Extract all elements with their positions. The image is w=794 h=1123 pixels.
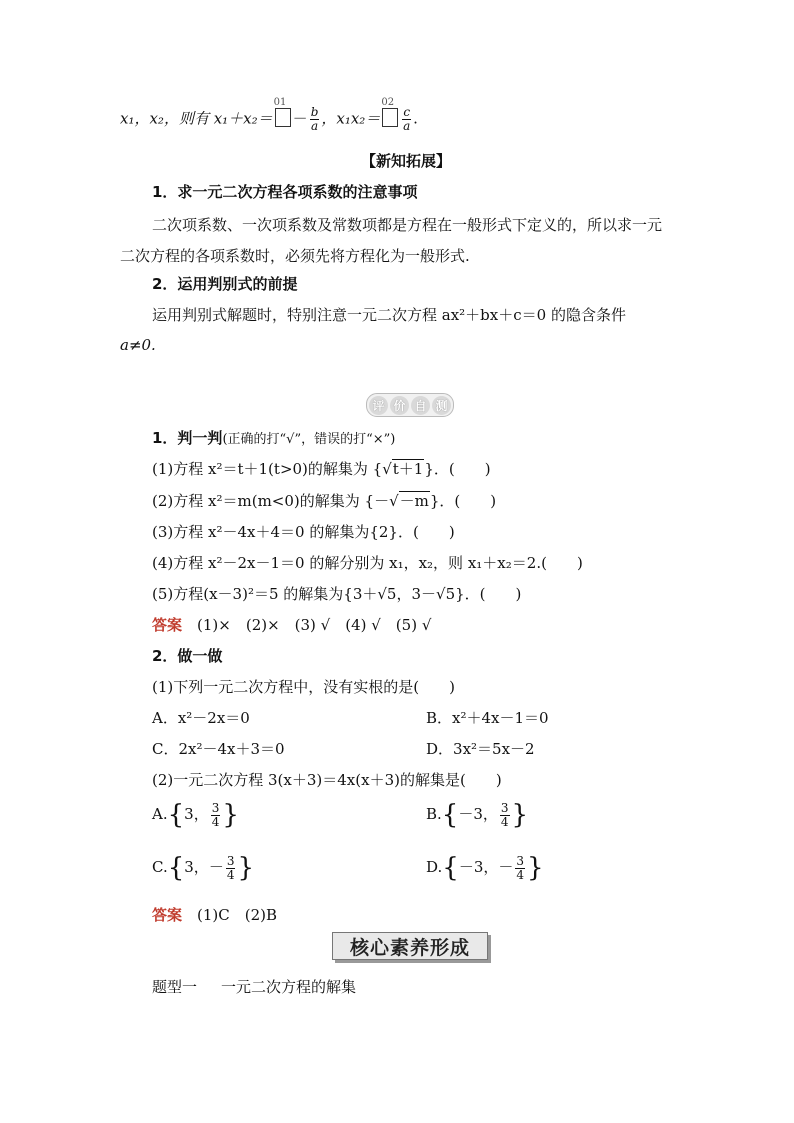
option-label: A. [152,805,168,823]
fraction-denominator: a [403,119,411,133]
fraction-numerator: b [310,105,319,119]
right-brace: } [511,800,529,830]
type-label: 题型一 [152,978,198,996]
answer-text: (1)× (2)× (3) √ (4) √ (5) √ [197,616,432,634]
left-brace: { [441,800,459,830]
answer-text: (1)C (2)B [197,906,278,924]
option-fraction [226,855,236,882]
right-brace: } [527,853,544,883]
do-heading: 2．做一做 [152,647,223,665]
item1-body: 二次项系数、一次项系数及常数项都是方程在一般形式下定义的，所以求一元二次方程的各项系数时，必须先将方程化为一般形式. [120,216,663,265]
top-formula-prefix: x₁，x₂，则有 x₁＋x₂＝ [120,109,273,128]
option-fraction [211,802,221,829]
type-title: 一元二次方程的解集 [221,978,357,996]
fraction-numerator: 3 [226,853,235,868]
option-fraction [515,855,525,882]
item2-body-line1: 运用判别式解题时，特别注意一元二次方程 ax²＋bx＋c＝0 的隐含条件 [152,306,626,324]
option-label: D. [426,858,443,876]
badge-char: 评 [369,396,388,415]
option-first-value: 3， [184,805,209,823]
right-brace: } [237,853,255,883]
sqrt-content: t＋1 [392,460,424,478]
core-literacy-banner: 核心素养形成 [332,932,488,960]
item2-body-line2: a≠0. [120,336,156,354]
section-new-knowledge-heading: 【新知拓展】 [361,152,452,170]
minus-sign: － [292,109,308,128]
top-formula-mid: ，x₁x₂＝ [321,109,381,128]
item2-title: 2．运用判别式的前提 [152,275,298,293]
fraction-numerator: 3 [516,853,525,868]
judge-item-1: (1)方程 x²＝t＋1(t>0)的解集为 {√t＋1}．( ) [152,460,491,478]
badge-char: 测 [432,396,451,415]
option-first-value: －3， [458,805,498,823]
fraction-b-over-a [310,106,320,133]
judge-item-text: (2)方程 x²＝m(m<0)的解集为 {－ [152,492,390,510]
judge-item-2: (2)方程 x²＝m(m<0)的解集为 {－√－m}．( ) [152,492,497,510]
answer-line-2 [152,904,277,925]
fraction-c-over-a [402,106,411,133]
answer-label: 答案 [152,906,183,924]
blank-box-02 [381,96,398,127]
fraction-numerator: 3 [211,800,220,815]
fraction-denominator: 4 [500,814,509,829]
left-brace: { [167,800,185,830]
right-brace: } [222,800,239,830]
answer-line-1 [152,614,431,635]
item1-title: 1．求一元二次方程各项系数的注意事项 [152,183,418,201]
judge-item-4: (4)方程 x²－2x－1＝0 的解分别为 x₁，x₂，则 x₁＋x₂＝2.( ) [152,554,583,572]
self-assessment-badge [366,393,454,417]
fraction-denominator: a [310,119,319,133]
option-label: C. [152,858,168,876]
fraction-numerator: 3 [500,800,509,815]
top-formula-end: . [413,109,418,128]
q1-option-a: A．x²－2x＝0 [152,709,250,727]
q2-option-d [426,853,544,883]
type-heading [152,976,356,997]
fraction-denominator: 4 [211,814,220,829]
option-first-value: －3， [458,858,499,876]
judge-item-5: (5)方程(x－3)²＝5 的解集为{3＋√5，3－√5}．( ) [152,585,522,603]
option-sign: － [498,858,514,876]
judge-item-text: (1)方程 x²＝t＋1(t>0)的解集为 { [152,460,383,478]
q2-option-b [426,800,528,830]
question-2: (2)一元二次方程 3(x＋3)＝4x(x＋3)的解集是( ) [152,771,502,789]
badge-char: 价 [390,396,409,415]
q1-option-d: D．3x²＝5x－2 [426,740,535,758]
option-first-value: 3， [184,858,209,876]
q1-option-b: B．x²＋4x－1＝0 [426,709,549,727]
top-formula-line [120,96,418,133]
q2-option-c [152,853,254,883]
judge-item-3: (3)方程 x²－4x＋4＝0 的解集为{2}．( ) [152,523,455,541]
question-1: (1)下列一元二次方程中，没有实根的是( ) [152,678,455,696]
option-sign: － [208,858,224,876]
fraction-denominator: 4 [226,867,235,882]
left-brace: { [442,853,459,883]
blank-box-02-number: 02 [381,96,395,108]
judge-note: (正确的打“√”，错误的打“×”) [222,432,396,447]
judge-heading [152,427,395,448]
judge-title: 1．判一判 [152,429,223,447]
judge-item-text-end: }．( ) [429,492,497,510]
blank-box-01 [273,96,291,127]
left-brace: { [167,853,185,883]
answer-label: 答案 [152,616,183,634]
badge-char: 自 [411,396,430,415]
sqrt-content: －m [399,492,429,510]
option-label: B. [426,805,442,823]
fraction-denominator: 4 [516,867,525,882]
fraction-numerator: c [403,105,411,119]
q2-option-a [152,800,239,830]
option-fraction [500,802,510,829]
q1-option-c: C．2x²－4x＋3＝0 [152,740,285,758]
judge-item-text-end: }．( ) [424,460,491,478]
blank-box-01-number: 01 [273,96,287,108]
